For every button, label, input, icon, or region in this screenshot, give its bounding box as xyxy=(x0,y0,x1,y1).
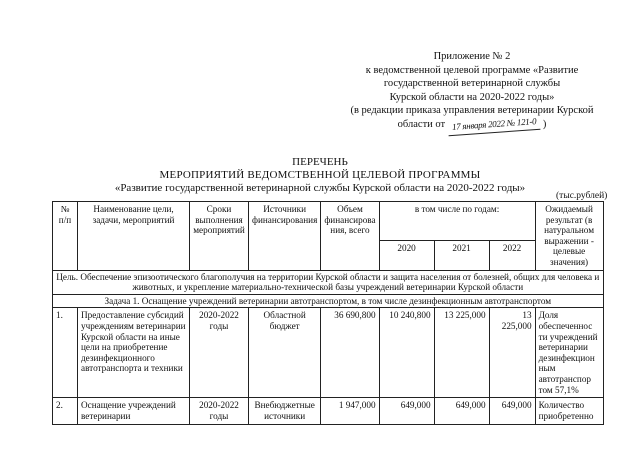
handwritten-date: 17 января 2022 № 121-0 xyxy=(447,114,540,135)
annex-date-line xyxy=(322,115,622,133)
row-total: 36 690,800 xyxy=(321,308,379,398)
row-source: Внебюджетные источники xyxy=(249,398,321,425)
annex-title: Приложение № 2 xyxy=(433,51,511,62)
row-period: 2020-2022 годы xyxy=(190,398,249,425)
annex-block xyxy=(322,50,622,132)
row-period: 2020-2022 годы xyxy=(190,308,249,398)
row-name: Оснащение учреждений ветеринарии xyxy=(78,398,190,425)
table-row xyxy=(53,398,604,425)
annex-date-suffix: ) xyxy=(542,118,547,130)
row-2021: 13 225,000 xyxy=(434,308,489,398)
row-num: 2. xyxy=(53,398,78,425)
goal-row xyxy=(53,270,604,294)
row-num: 1. xyxy=(53,308,78,398)
header-row xyxy=(53,202,604,241)
heading-title: ПЕРЕЧЕНЬ xyxy=(292,156,348,168)
task-text: Задача 1. Оснащение учреждений ветеринарии автотранспортом, в том числе дезинфекционным автотранспортом xyxy=(53,294,604,308)
annex-line: к ведомственной целевой программе «Развитие xyxy=(365,64,579,76)
header-name: Наименование цели, задачи, мероприятий xyxy=(78,202,190,271)
annex-line: Курской области на 2020-2022 годы» xyxy=(389,91,555,103)
row-total: 1 947,000 xyxy=(321,398,379,425)
row-name: Предоставление субсидий учреждениям ветеринарии Курской области на иные цели на приобретение дезинфекционного автотранспорта и техники xyxy=(78,308,190,398)
header-num: № п/п xyxy=(53,202,78,271)
task-row xyxy=(53,294,604,308)
heading-program-name: «Развитие государственной ветеринарной службы Курской области на 2020-2022 годы» xyxy=(114,182,526,194)
row-2020: 649,000 xyxy=(379,398,434,425)
row-result: Количество приобретенно xyxy=(535,398,603,425)
header-year-2022: 2022 xyxy=(489,241,535,271)
row-2020: 10 240,800 xyxy=(379,308,434,398)
row-2021: 649,000 xyxy=(434,398,489,425)
annex-line: (в редакции приказа управления ветеринарии Курской xyxy=(350,105,594,116)
annex-date-prefix: области от xyxy=(397,118,446,130)
annex-line: государственной ветеринарной службы xyxy=(383,78,561,89)
header-volume: Объем финансирова ния, всего xyxy=(321,202,379,271)
row-2022: 13 225,000 xyxy=(489,308,535,398)
header-sources: Источники финансирования xyxy=(249,202,321,271)
header-year-2021: 2021 xyxy=(434,241,489,271)
header-result: Ожидаемый результат (в натуральном выражении - целевые значения) xyxy=(535,202,603,271)
row-source: Областной бюджет xyxy=(249,308,321,398)
document-heading xyxy=(0,156,640,195)
goal-text: Цель. Обеспечение эпизоотического благополучия на территории Курской области и защита населения от болезней, общих для человека и животных, и укрепление материально-технической базы учреждений ветеринарии Курской области xyxy=(53,270,604,294)
heading-subtitle: МЕРОПРИЯТИЙ ВЕДОМСТВЕННОЙ ЦЕЛЕВОЙ ПРОГРАММЫ xyxy=(159,169,481,181)
measures-table xyxy=(52,201,604,425)
header-by-years: в том числе по годам: xyxy=(379,202,535,241)
header-period: Сроки выполнения мероприятий xyxy=(190,202,249,271)
table-row xyxy=(53,308,604,398)
units-label: (тыс.рублей) xyxy=(556,191,608,201)
header-year-2020: 2020 xyxy=(379,241,434,271)
row-result: Доля обеспеченнос ти учреждений ветеринарии дезинфекцион ным автотранспор том 57,1% xyxy=(535,308,603,398)
row-2022: 649,000 xyxy=(489,398,535,425)
